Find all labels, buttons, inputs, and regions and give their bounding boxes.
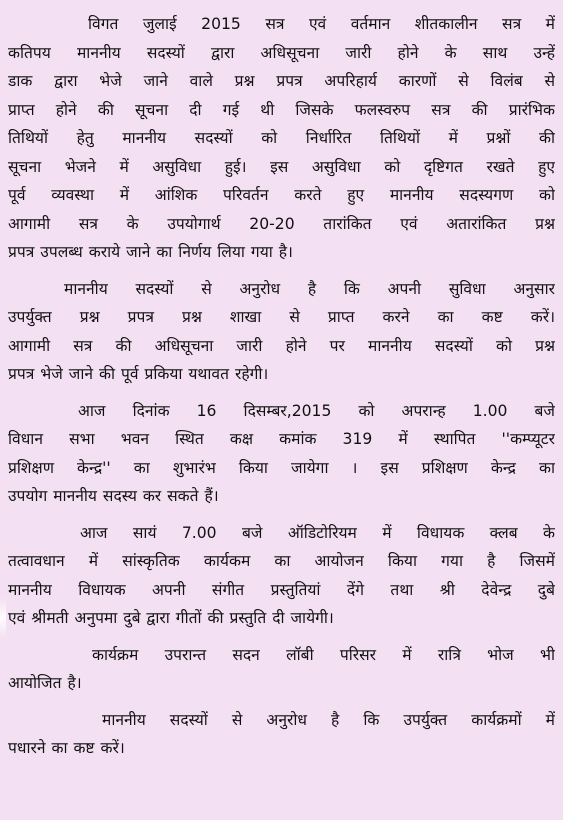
- text-line: विधान सभा भवन स्थित कक्ष कमांक 319 में स्थापित ''कम्प्यूटर: [8, 430, 555, 448]
- text-line: प्राप्त होने की सूचना दी गई थी जिसके फलस्वरुप सत्र की प्रारंभिक: [8, 100, 555, 119]
- text-line: माननीय सदस्यों से अनुरोध है कि उपर्युक्त कार्यक्रमों में: [102, 710, 555, 729]
- text-line: विगत जुलाई 2015 सत्र एवं वर्तमान शीतकालीन सत्र में: [88, 15, 555, 33]
- text-line: आगामी सत्र के उपयोगार्थ 20-20 तारांकित एवं अतारांकित प्रश्न: [8, 214, 555, 233]
- text-line: कतिपय माननीय सदस्यों द्वारा अधिसूचना जारी होने के साथ उन्हें: [8, 43, 555, 62]
- text-line: कार्यक्रम उपरान्त सदन लॉबी परिसर में रात्रि भोज भी: [92, 645, 555, 664]
- text-line: प्रपत्र भेजे जाने की पूर्व प्रकिया यथावत रहेगी।: [8, 365, 269, 383]
- paragraph-question-forms-delay: [8, 10, 555, 267]
- text-line: माननीय सदस्यों से अनुरोध है कि अपनी सुविधा अनुसार: [64, 279, 555, 298]
- text-line: उपयोग माननीय सदस्य कर सकते हैं।: [8, 487, 219, 505]
- paragraph-dinner: [8, 641, 555, 698]
- text-line: तत्वावधान में सांस्कृतिक कार्यकम का आयोजन किया गया है जिसमें: [8, 552, 555, 570]
- paragraph-computer-training-centre: [8, 397, 555, 511]
- text-line: प्रपत्र उपलब्ध कराये जाने का निर्णय लिया गया है।: [8, 243, 293, 261]
- text-line: एवं श्रीमती अनुपमा दुबे द्वारा गीतों की प्रस्तुति दी जायेगी।: [8, 609, 334, 627]
- text-line: माननीय विधायक अपनी संगीत प्रस्तुतियां देंगे तथा श्री देवेन्द्र दुबे: [8, 580, 555, 599]
- text-line: तिथियों हेतु माननीय सदस्यों को निर्धारित तिथियों में प्रश्नों की: [8, 129, 555, 147]
- text-line: पधारने का कष्ट करें।: [8, 739, 125, 757]
- text-line: आयोजित है।: [8, 674, 82, 692]
- text-line: आगामी सत्र की अधिसूचना जारी होने पर माननीय सदस्यों को प्रश्न: [8, 336, 555, 355]
- text-line: प्रशिक्षण केन्द्र'' का शुभारंभ किया जायेगा । इस प्रशिक्षण केन्द्र का: [8, 458, 555, 477]
- paragraph-cultural-programme: [8, 519, 555, 633]
- scan-edge-mark: [0, 598, 6, 638]
- text-line: पूर्व व्यवस्था में आंशिक परिवर्तन करते हुए माननीय सदस्यगण को: [8, 186, 555, 204]
- paragraph-collect-forms-request: [8, 275, 555, 389]
- text-line: डाक द्वारा भेजे जाने वाले प्रश्न प्रपत्र अपरिहार्य कारणों से विलंब से: [8, 72, 555, 90]
- text-line: सूचना भेजने में असुविधा हुई। इस असुविधा को दृष्टिगत रखते हुए: [8, 157, 555, 176]
- text-line: उपर्युक्त प्रश्न प्रपत्र प्रश्न शाखा से प्राप्त करने का कष्ट करें।: [8, 308, 555, 326]
- paragraph-attendance-request: [8, 706, 555, 763]
- text-line: आज सायं 7.00 बजे ऑडिटोरियम में विधायक क्लब के: [80, 523, 555, 542]
- text-line: आज दिनांक 16 दिसम्बर,2015 को अपरान्ह 1.00 बजे: [78, 401, 555, 420]
